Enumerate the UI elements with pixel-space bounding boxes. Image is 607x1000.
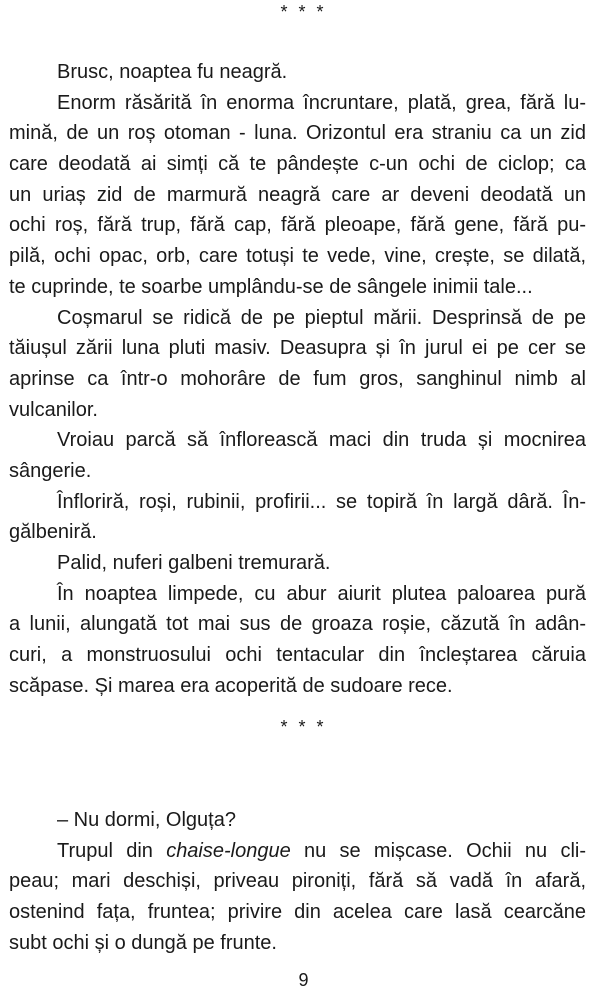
paragraph-line [9,88,586,119]
line-text: vulcanilor. [9,398,98,421]
line-text: un uriaș zid de marmură neagră care ar deveni deodată un [9,183,586,206]
line-text: gălbeniră. [9,521,97,544]
line-text: Coșmarul se ridică de pe pieptul mării. Desprinsă de pe [57,306,586,329]
line-text: subt ochi și o dungă pe frunte. [9,931,277,954]
line-text: aprinse ca într-o mohorâre de fum gros, sanghinul nimb al [9,367,586,390]
line-text: curi, a monstruosului ochi tentacular din încleștarea căruia [9,644,586,667]
paragraph-line [9,333,586,364]
paragraph-line [9,149,586,180]
line-text: ostenind fața, fruntea; privire din acelea care lasă cearcăne [9,901,586,924]
line-text: mină, de un roș otoman - luna. Orizontul era straniu ca un zid [9,122,586,145]
line-text: Palid, nuferi galbeni tremurară. [57,552,331,574]
paragraph-line [9,805,586,836]
section-separator-top: * * * [280,2,327,22]
paragraph-line [9,118,586,149]
paragraph-line [9,928,586,959]
paragraph-line [9,579,586,610]
paragraph-line [9,57,586,88]
paragraph-line [9,836,586,867]
paragraph-line [9,609,586,640]
paragraph-line [9,364,586,395]
line-text: Înfloriră, roși, rubinii, profirii... se topiră în largă dâră. În- [57,490,586,513]
line-text: Trupul din [57,839,167,862]
line-text: tăiușul zării luna pluti masiv. Deasupra și în jurul ei pe cer se [9,337,586,360]
line-text: pilă, ochi opac, orb, care totuși te vede, vine, crește, se dilată, [9,245,586,268]
paragraph-line [9,180,586,211]
paragraph-line [9,866,586,897]
line-text: a lunii, alungată tot mai sus de groaza roșie, căzută în adân- [9,613,586,636]
line-text: scăpase. Și marea era acoperită de sudoare rece. [9,674,453,697]
paragraph-line [9,548,586,579]
line-text: Enorm răsărită în enorma încruntare, plată, grea, fără lu- [57,91,586,114]
paragraph-line [9,272,586,303]
paragraph-line [9,456,586,487]
line-text: nu se mișcase. Ochii nu cli- [290,839,586,862]
line-text: Vroiau parcă să înflorească maci din truda și mocnirea [57,429,586,452]
paragraph-line [9,395,586,426]
line-text: În noaptea limpede, cu abur aiurit plutea paloarea pură [57,582,586,605]
line-text: Brusc, noaptea fu neagră. [57,61,288,83]
section-separator-middle: * * * [280,717,327,737]
paragraph-line [9,640,586,671]
text-section-1 [9,57,586,701]
page-number: 9 [298,970,309,990]
paragraph-line [9,487,586,518]
line-text: sângerie. [9,459,92,482]
paragraph-line [9,897,586,928]
line-text: te cuprinde, te soarbe umplându-se de sângele inimii tale... [9,275,533,298]
line-text: ochi roș, fără trup, fără cap, fără pleoape, fără gene, fără pu- [9,214,586,237]
paragraph-line [9,425,586,456]
line-text: care deodată ai simți că te pândește c-un ochi de ciclop; ca [9,153,586,176]
paragraph-line [9,303,586,334]
line-text: peau; mari deschiși, priveau pironiți, fără să vadă în afară, [9,870,586,893]
italic-phrase: chaise-longue [166,839,291,862]
paragraph-line [9,517,586,548]
line-text: – Nu dormi, Olguța? [57,809,236,831]
paragraph-line [9,241,586,272]
paragraph-line [9,671,586,702]
text-section-2 [9,805,586,958]
paragraph-line [9,210,586,241]
